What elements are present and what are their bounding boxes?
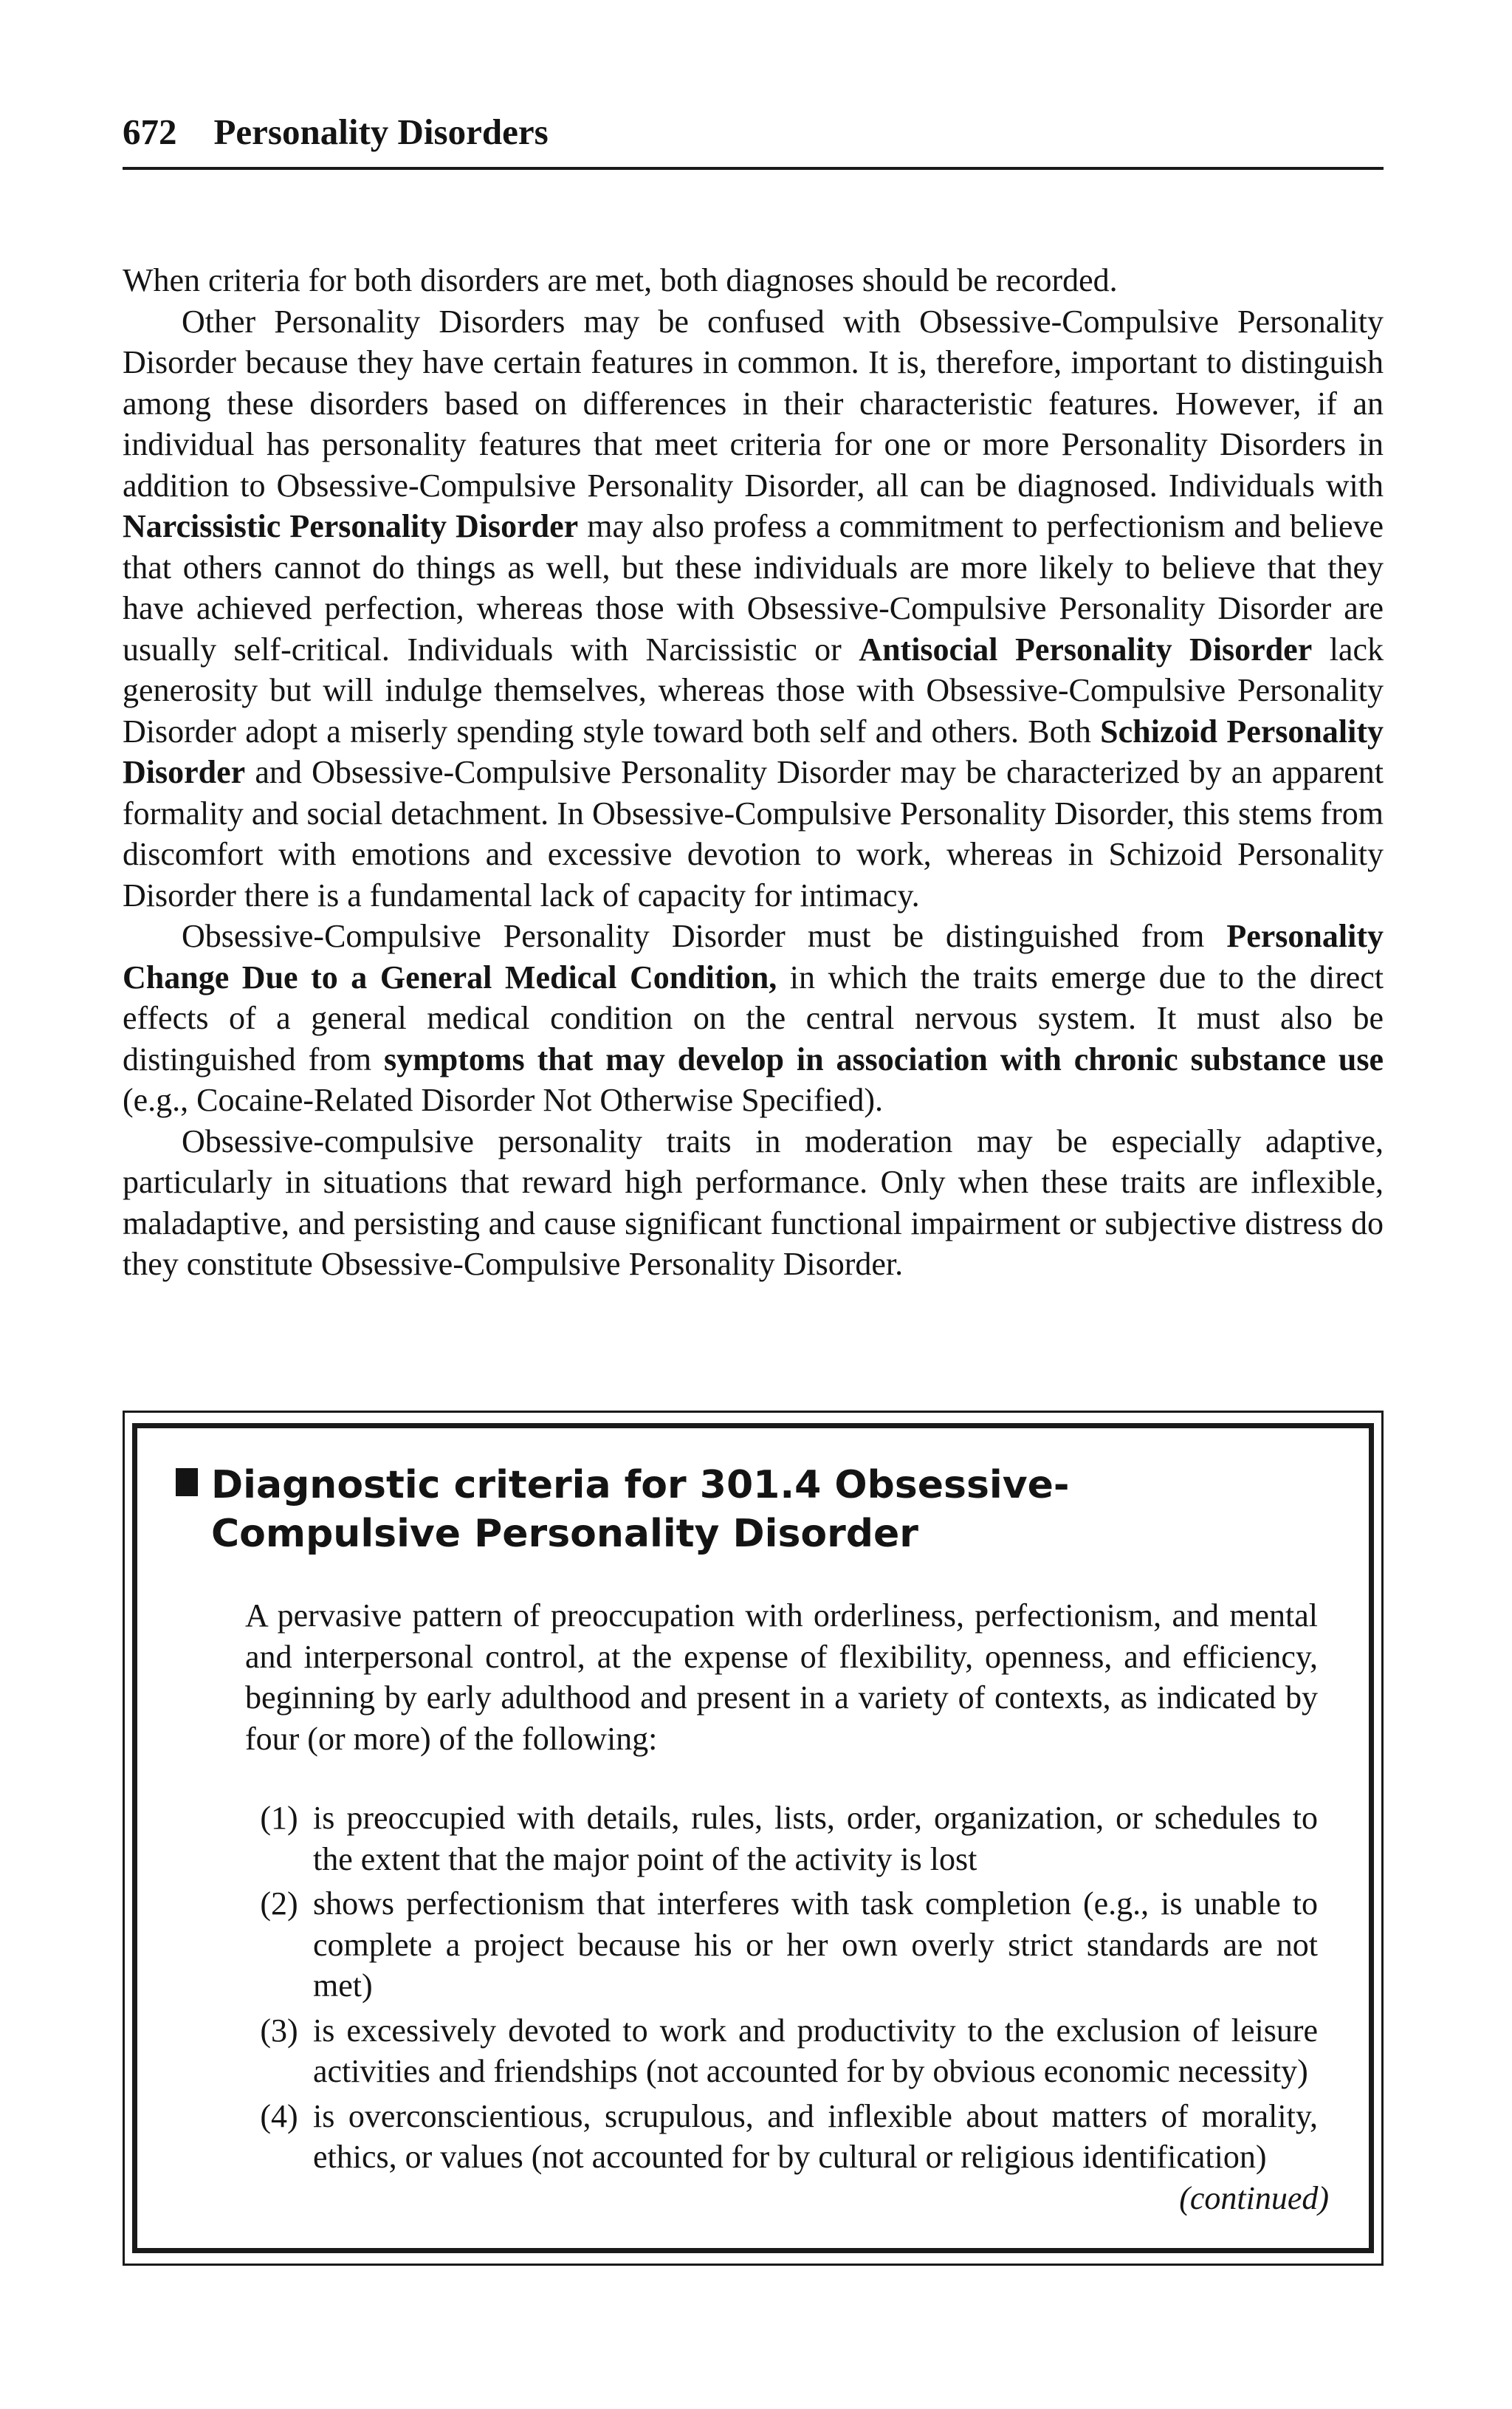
- criteria-item: [245, 2096, 1318, 2178]
- p2-text-2: may also profess a commitment to perfectionism and believe that others cannot do things as well, but these individuals are more likely to believe that they have achieved perfection, whereas those with Obsessive-Compulsive Personality Disorder are usually self-critical. Individuals with Narcissistic or: [123, 508, 1384, 668]
- criteria-box: [123, 1411, 1384, 2266]
- term-substance-use: symptoms that may develop in association with chronic substance use: [384, 1041, 1384, 1077]
- paragraph-4: Obsessive-compulsive personality traits in moderation may be especially adaptive, particularly in situations that reward high performance. Only when these traits are inflexible, maladaptive, and persisting and cause significant functional impairment or subjective distress do they constitute Obsessive-Compulsive Personality Disorder.: [123, 1123, 1384, 1282]
- criteria-item-number: (3): [260, 2012, 298, 2049]
- criteria-item-number: (1): [260, 1800, 298, 1836]
- criteria-intro: A pervasive pattern of preoccupation with orderliness, perfectionism, and mental and interpersonal control, at the expense of flexibility, openness, and efficiency, beginning by early adulthood and present in a variety of contexts, as indicated by four (or more) of the following:: [245, 1597, 1318, 1757]
- criteria-item: [245, 1883, 1318, 2007]
- criteria-item: [245, 1798, 1318, 1879]
- criteria-item-text: is overconscientious, scrupulous, and inflexible about matters of morality, ethics, or values (not accounted for by cultural or religious identification): [313, 2097, 1318, 2175]
- criteria-title: Diagnostic criteria for 301.4 Obsessive-Compulsive Personality Disorder: [211, 1463, 1070, 1556]
- term-schizoid: Schizoid Personality Disorder: [123, 713, 1384, 790]
- criteria-item-text: is excessively devoted to work and productivity to the exclusion of leisure activities and friendships (not accounted for by obvious economic necessity): [313, 2012, 1318, 2089]
- criteria-list: [245, 1798, 1318, 2182]
- continued-note: (continued): [1179, 2180, 1329, 2216]
- term-narcissistic: Narcissistic Personality Disorder: [123, 508, 579, 544]
- black-square-icon: [176, 1468, 198, 1496]
- term-personality-change: Personality Change Due to a General Medical Condition,: [123, 918, 1384, 996]
- p2-text-1: Other Personality Disorders may be confused with Obsessive-Compulsive Personality Disorder because they have certain features in common. It is, therefore, important to distinguish among these disorders based on differences in their characteristic features. However, if an individual has personality features that meet criteria for one or more Personality Disorders in addition to Obsessive-Compulsive Personality Disorder, all can be diagnosed. Individuals with: [123, 303, 1384, 504]
- running-title: Personality Disorders: [213, 112, 549, 152]
- paragraph-2: [123, 301, 1384, 916]
- term-antisocial: Antisocial Personality Disorder: [859, 631, 1313, 668]
- criteria-item-number: (4): [260, 2097, 298, 2134]
- paragraph-3: [123, 916, 1384, 1121]
- criteria-item-number: (2): [260, 1885, 298, 1922]
- p2-text-4: and Obsessive-Compulsive Personality Disorder may be characterized by an apparent formality and social detachment. In Obsessive-Compulsive Personality Disorder, this stems from discomfort with emotions and excessive devotion to work, whereas in Schizoid Personality Disorder there is a fundamental lack of capacity for intimacy.: [123, 754, 1384, 914]
- paragraph-1: When criteria for both disorders are met, both diagnoses should be recorded.: [123, 262, 1118, 298]
- body-text: [123, 260, 1384, 1285]
- p3-text-2: in which the traits emerge due to the direct effects of a general medical condition on the central nervous system. It must also be distinguished from: [123, 959, 1384, 1077]
- page-number: 672: [123, 112, 177, 152]
- criteria-item: [245, 2010, 1318, 2092]
- criteria-box-inner: [132, 1423, 1374, 2253]
- header-rule: [123, 167, 1384, 170]
- p2-text-3: lack generosity but will indulge themselves, whereas those with Obsessive-Compulsive Personality Disorder adopt a miserly spending style toward both self and others. Both: [123, 631, 1384, 750]
- page-header: [123, 111, 1384, 153]
- criteria-item-text: shows perfectionism that interferes with task completion (e.g., is unable to complete a project because his or her own overly strict standards are not met): [313, 1885, 1318, 2004]
- p3-text-3: (e.g., Cocaine-Related Disorder Not Otherwise Specified).: [123, 1082, 883, 1118]
- p3-text-1: Obsessive-Compulsive Personality Disorder must be distinguished from: [182, 918, 1227, 954]
- criteria-item-text: is preoccupied with details, rules, lists, order, organization, or schedules to the extent that the major point of the activity is lost: [313, 1800, 1318, 1877]
